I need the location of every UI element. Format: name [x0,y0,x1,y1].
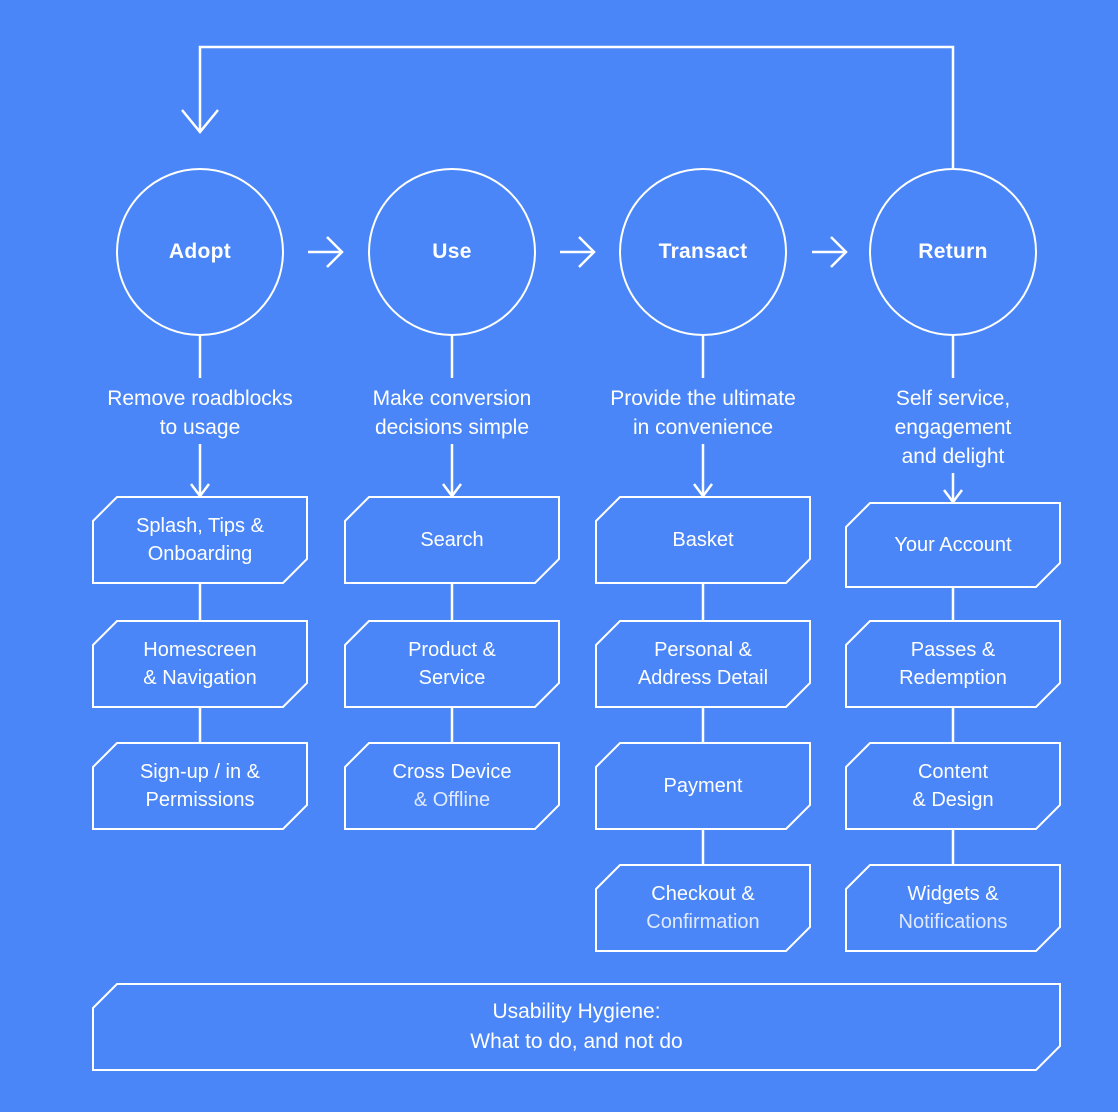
footer-usability-hygiene[interactable] [92,983,1061,1071]
stage-description-use [322,384,582,442]
footer-line: Usability Hygiene: [492,1000,661,1023]
description-line: decisions simple [374,416,530,439]
description-line: Remove roadblocks [107,387,293,410]
tag-line: Cross Device [392,761,512,783]
tag-personal-address-detail[interactable] [595,620,811,708]
stage-label-adopt: Adopt [168,240,232,263]
stage-description-adopt [70,384,330,442]
stage-circle-use[interactable] [368,168,536,336]
stage-circle-transact[interactable] [619,168,787,336]
tag-line-muted: Confirmation [646,911,760,933]
tag-splash-tips-onboarding[interactable] [92,496,308,584]
tag-line: Splash, Tips & [136,515,264,537]
tag-search[interactable] [344,496,560,584]
tag-line: Content [917,761,989,783]
tag-line: Onboarding [147,543,253,565]
stage-circle-return[interactable] [869,168,1037,336]
description-line: engagement [894,416,1012,439]
tag-content-design[interactable] [845,742,1061,830]
tag-line: Payment [663,775,743,797]
tag-line: Checkout & [651,883,755,905]
description-line: in convenience [632,416,774,439]
description-line: Provide the ultimate [610,387,796,410]
tag-line: Personal & [654,639,752,661]
description-line: to usage [159,416,241,439]
tag-cross-device-offline[interactable] [344,742,560,830]
tag-checkout-confirmation[interactable] [595,864,811,952]
tag-product-service[interactable] [344,620,560,708]
tag-line: Product & [408,639,496,661]
tag-line: Service [418,667,486,689]
tag-line: Passes & [910,639,996,661]
stage-label-use: Use [432,240,472,263]
tag-line-muted: Notifications [898,911,1008,933]
tag-signup-permissions[interactable] [92,742,308,830]
tag-line: Address Detail [637,667,769,689]
footer-line: What to do, and not do [470,1030,683,1053]
tag-line: & Design [912,789,994,811]
tag-line: Widgets & [907,883,999,905]
tag-line: Redemption [899,667,1007,689]
tag-line: Homescreen [143,639,257,661]
stage-description-return [823,384,1083,471]
tag-line: Sign-up / in & [139,761,261,783]
stage-description-transact [573,384,833,442]
tag-line-muted: & Offline [413,789,491,811]
tag-payment[interactable] [595,742,811,830]
stage-label-return: Return [918,240,988,263]
tag-basket[interactable] [595,496,811,584]
stage-label-transact: Transact [658,240,748,263]
stage-circle-adopt[interactable] [116,168,284,336]
description-line: and delight [901,445,1005,468]
description-line: Make conversion [372,387,532,410]
description-line: Self service, [895,387,1011,410]
tag-passes-redemption[interactable] [845,620,1061,708]
tag-line: & Navigation [143,667,257,689]
tag-homescreen-navigation[interactable] [92,620,308,708]
tag-widgets-notifications[interactable] [845,864,1061,952]
tag-line: Your Account [894,534,1012,556]
tag-line: Search [420,529,484,551]
tag-line: Permissions [145,789,255,811]
tag-line: Basket [672,529,734,551]
tag-your-account[interactable] [845,502,1061,588]
